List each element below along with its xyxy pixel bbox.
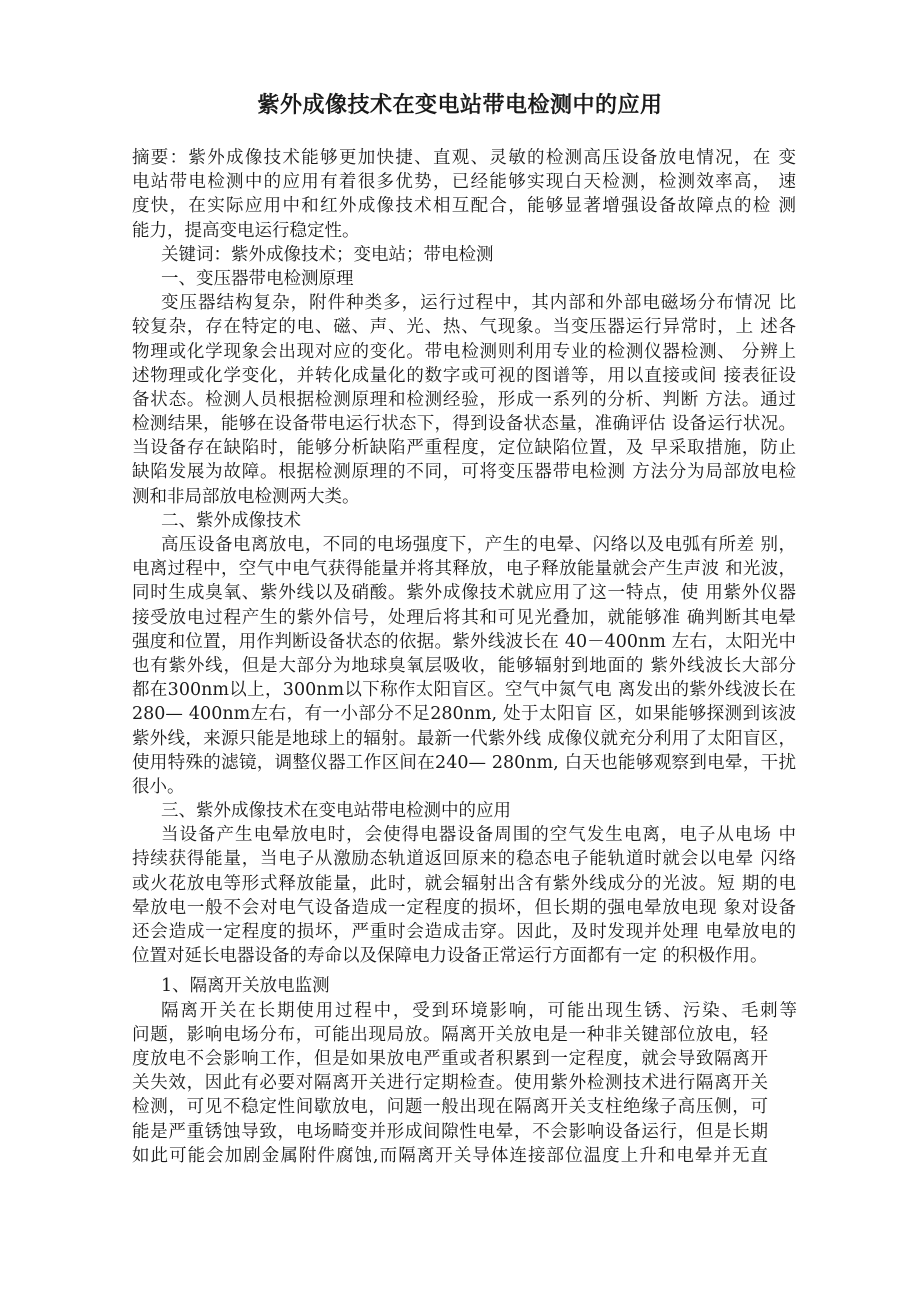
text-line: 紫外线，来源只能是地球上的辐射。最新一代紫外线 成像仪就充分利用了太阳盲区， (132, 728, 796, 749)
text-line: 还会造成一定程度的损坏，严重时会造成击穿。因此，及时发现并处理 电晕放电的 (132, 922, 796, 942)
section-heading (132, 267, 796, 291)
text-line: 也有紫外线，但是大部分为地球臭氧层吸收，能够辐射到地面的 紫外线波长大部分 (132, 655, 796, 676)
text-line: 述物理或化学变化，并转化成量化的数字或可视的图谱等，用以直接或间 接表征设 (132, 365, 796, 386)
text-line: 很小。 (132, 776, 185, 797)
text-line: 摘要：紫外成像技术能够更加快捷、直观、灵敏的检测高压设备放电情况，在 变 (132, 148, 796, 168)
text-line: 二、紫外成像技术 (161, 510, 301, 531)
text-line: 1、隔离开关放电监测 (161, 976, 330, 997)
text-line: 280— 400nm左右，有一小部分不足280nm, 处于太阳盲 区，如果能够探测到该波 (132, 704, 796, 725)
text-line: 强度和位置，用作判断设备状态的依据。紫外线波长在 40－400nm 左右，太阳光中 (132, 631, 796, 652)
text-line: 能是严重锈蚀导致，电场畸变并形成间隙性电晕，不会影响设备运行，但是长期 (132, 1121, 768, 1142)
text-line: 检测，可见不稳定性间歇放电，问题一般出现在隔离开关支柱绝缘子高压侧，可 (132, 1097, 768, 1118)
body-paragraph (132, 533, 796, 799)
body-paragraph (132, 823, 796, 968)
text-line: 位置对延长电器设备的寿命以及保障电力设备正常运行方面都有一定 的积极作用。 (132, 946, 768, 967)
text-line: 三、紫外成像技术在变电站带电检测中的应用 (161, 801, 511, 822)
section-heading (132, 509, 796, 533)
text-line: 或火花放电等形式释放能量，此时，就会辐射出含有紫外线成分的光波。短 期的电 (132, 873, 796, 894)
section-heading (132, 974, 796, 998)
text-line: 当设备产生电晕放电时，会使得电器设备周围的空气发生电离，电子从电场 中 (161, 825, 796, 846)
text-line: 较复杂，存在特定的电、磁、声、光、热、气现象。当变压器运行异常时，上 述各 (132, 317, 796, 338)
text-line: 测和非局部放电检测两大类。 (132, 486, 360, 507)
text-line: 物理或化学现象会出现对应的变化。带电检测则利用专业的检测仪器检测、 分辨上 (132, 341, 796, 362)
document-body (132, 146, 796, 1168)
text-line: 隔离开关在长期使用过程中，受到环境影响，可能出现生锈、污染、毛刺等 (161, 1000, 797, 1021)
text-line: 当设备存在缺陷时，能够分析缺陷严重程度，定位缺陷位置，及 早采取措施，防止 (132, 438, 796, 459)
text-line: 持续获得能量，当电子从激励态轨道返回原来的稳态电子能轨道时就会以电晕 闪络 (132, 849, 796, 870)
text-line: 检测结果，能够在设备带电运行状态下，得到设备状态量，准确评估 设备运行状况。 (132, 414, 796, 435)
text-line: 一、变压器带电检测原理 (161, 268, 354, 289)
text-line: 能力，提高变电运行稳定性。 (132, 220, 360, 241)
text-line: 接受放电过程产生的紫外信号，处理后将其和可见光叠加，就能够准 确判断其电晕 (132, 607, 796, 628)
text-line: 度快，在实际应用中和红外成像技术相互配合，能够显著增强设备故障点的检 测 (132, 196, 796, 217)
text-line: 高压设备电离放电，不同的电场强度下，产生的电晕、闪络以及电弧有所差 别， (161, 535, 796, 555)
body-paragraph (132, 291, 796, 509)
keywords-paragraph (132, 243, 796, 267)
text-line: 晕放电一般不会对电气设备造成一定程度的损坏，但长期的强电晕放电现 象对设备 (132, 897, 796, 918)
text-line: 使用特殊的滤镜，调整仪器工作区间在240— 280nm, 白天也能够观察到电晕，干扰 (132, 752, 796, 773)
document-title: 紫外成像技术在变电站带电检测中的应用 (257, 92, 663, 118)
text-line: 关键词：紫外成像技术；变电站；带电检测 (161, 244, 494, 265)
text-line: 度放电不会影响工作，但是如果放电严重或者积累到一定程度，就会导致隔离开 (132, 1048, 768, 1069)
text-line: 变压器结构复杂，附件种类多，运行过程中，其内部和外部电磁场分布情况 比 (161, 293, 796, 314)
text-line: 电离过程中，空气中电气获得能量并将其释放，电子释放能量就会产生声波 和光波， (132, 559, 796, 580)
text-line: 如此可能会加剧金属附件腐蚀,而隔离开关导体连接部位温度上升和电晕并无直 (132, 1145, 768, 1166)
text-line: 备状态。检测人员根据检测原理和检测经验，形成一系列的分析、判断 方法。通过 (132, 389, 796, 410)
text-line: 问题，影响电场分布，可能出现局放。隔离开关放电是一种非关键部位放电，轻 (132, 1024, 768, 1045)
abstract-paragraph (132, 146, 796, 243)
text-line: 缺陷发展为故障。根据检测原理的不同，可将变压器带电检测 方法分为局部放电检 (132, 462, 796, 483)
text-line: 都在300nm以上，300nm以下称作太阳盲区。空气中氮气电 离发出的紫外线波长在 (132, 680, 796, 701)
text-line: 关失效，因此有必要对隔离开关进行定期检查。使用紫外检测技术进行隔离开关 (132, 1073, 768, 1094)
text-line: 电站带电检测中的应用有着很多优势，已经能够实现白天检测，检测效率高， 速 (132, 172, 796, 193)
body-paragraph (132, 999, 796, 1168)
text-line: 同时生成臭氧、紫外线以及硝酸。紫外成像技术就应用了这一特点，使 用紫外仪器 (132, 583, 796, 604)
section-heading (132, 799, 796, 823)
